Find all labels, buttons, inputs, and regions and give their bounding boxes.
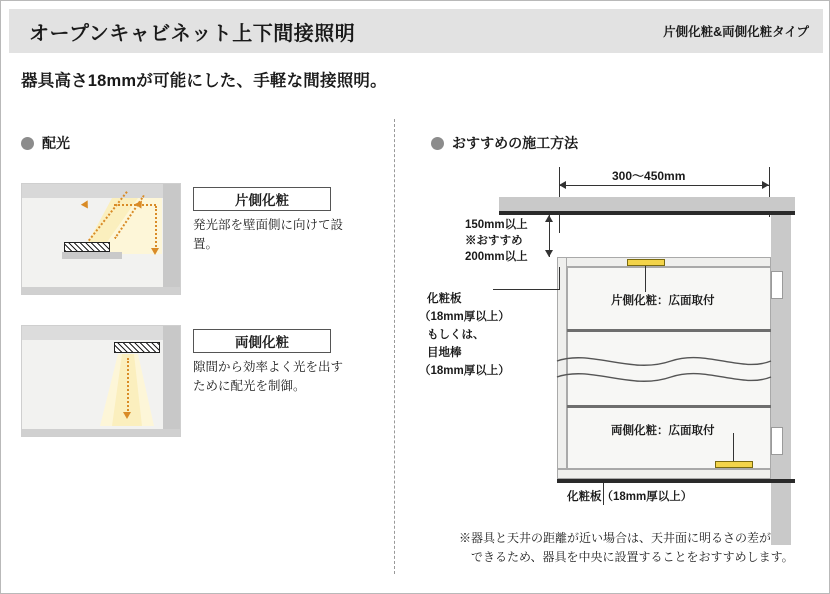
light-arrow-down-icon [151, 248, 159, 255]
cabinet-shelf-line-2 [567, 405, 771, 408]
diagram-both-side-light [21, 325, 181, 437]
footnote-line-2: できるため、器具を中央に設置することをおすすめします。 [471, 550, 794, 565]
dim-arrow-right-icon [762, 181, 769, 189]
header-type-label: 片側化粧&両側化粧タイプ [663, 25, 809, 39]
label-left-panel-l3: もしくは、 [427, 329, 485, 341]
label-bottom-panel: 化粧板（18mm厚以上） [567, 491, 693, 503]
fixture-body [64, 242, 110, 252]
dim-top-line [559, 185, 769, 186]
wall-notch-upper [771, 271, 783, 299]
label-both-side: 両側化粧：広面取付 [611, 425, 715, 437]
page-title: オープンキャビネット上下間接照明 [29, 22, 356, 45]
lead-line-both-side [733, 433, 734, 461]
label-left-panel-l5: （18mm厚以上） [419, 365, 510, 377]
cabinet-shelf-line-1 [567, 329, 771, 332]
lead-line-left-panel-v [559, 267, 560, 290]
vertical-divider [394, 119, 395, 574]
cabinet-bottom-panel [557, 469, 771, 479]
section-heading-installation [431, 133, 578, 153]
section-heading-light-distribution [21, 133, 70, 153]
right-wall [771, 215, 791, 545]
light-cone-shape [22, 184, 181, 295]
installation-diagram [419, 161, 823, 571]
diagram-one-side-light [21, 183, 181, 295]
dim-arrow-left-icon [559, 181, 566, 189]
dim-left-label-3: 200mm以上 [465, 251, 528, 263]
wall-notch-lower [771, 427, 783, 455]
caption-text: 両側化粧 [235, 335, 289, 350]
subtitle: 器具高さ18mmが可能にした、手軽な間接照明。 [21, 72, 387, 90]
lead-line-left-panel [493, 289, 559, 290]
label-one-side: 片側化粧：広面取付 [611, 295, 715, 307]
section-label-left: 配光 [42, 135, 70, 151]
section-label-right: おすすめの施工方法 [452, 135, 579, 151]
light-ray-top [114, 204, 156, 206]
label-left-panel-l1: 化粧板 [427, 293, 462, 305]
floor-edge-line [557, 479, 795, 483]
light-arrow-down-icon [123, 412, 131, 419]
description-both-side: 隙間から効率よく光を出すために配光を制御。 [193, 360, 344, 394]
description-one-side: 発光部を壁面側に向けて設置。 [193, 218, 344, 252]
light-ray-vertical [127, 358, 129, 414]
page-header [9, 9, 823, 53]
dim-arrow-up-icon [545, 215, 553, 222]
fixture-base [62, 252, 122, 259]
dim-arrow-down-icon [545, 250, 553, 257]
label-left-panel-l4: 目地棒 [427, 347, 462, 359]
dim-left-label-2: ※おすすめ [465, 235, 523, 247]
dim-left-label-1: 150mm以上 [465, 219, 528, 231]
footnote [459, 529, 809, 567]
ceiling-slab [499, 197, 795, 211]
dim-top-label: 300〜450mm [609, 167, 688, 184]
fixture-both-side [715, 461, 753, 468]
fixture-one-side [627, 259, 665, 266]
fixture-body [114, 342, 160, 353]
caption-both-side [193, 329, 331, 353]
bullet-icon [21, 137, 34, 150]
ceiling-edge-line [499, 211, 795, 215]
label-left-panel-l2: （18mm厚以上） [419, 311, 510, 323]
lead-line-one-side [645, 266, 646, 292]
bullet-icon [431, 137, 444, 150]
caption-one-side [193, 187, 331, 211]
caption-text: 片側化粧 [235, 193, 289, 208]
footnote-line-1: ※器具と天井の距離が近い場合は、天井面に明るさの差が [459, 531, 772, 545]
light-ray-vertical [155, 206, 157, 250]
